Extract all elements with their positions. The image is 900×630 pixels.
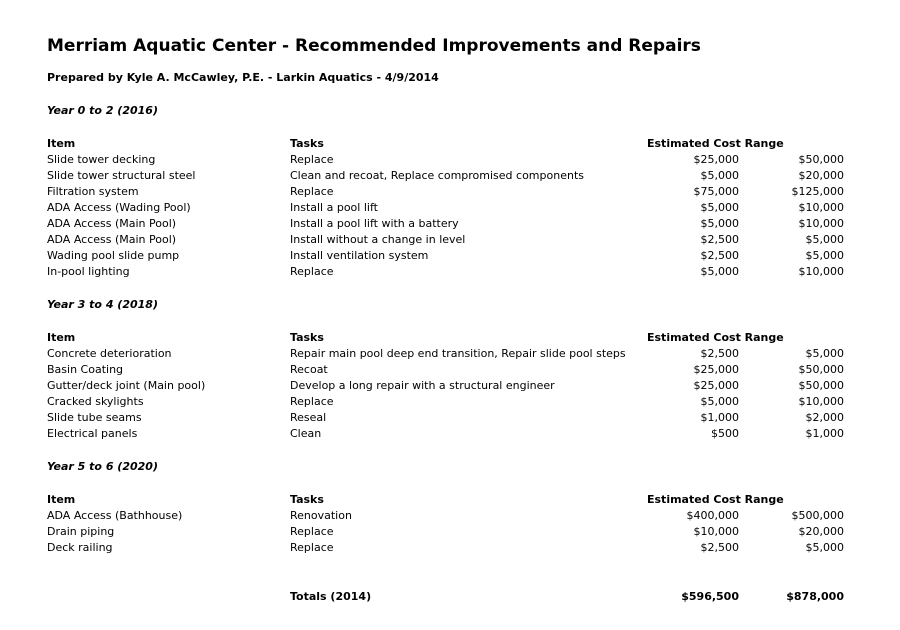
row-cost-high: $500,000 [791,509,844,522]
row-task: Install ventilation system [290,249,429,262]
row-item: Wading pool slide pump [47,249,180,262]
row-cost-high: $10,000 [798,265,844,278]
totals-cost-low: $596,500 [681,590,739,603]
row-task: Replace [290,525,334,538]
row-cost-high: $50,000 [798,379,844,392]
row-item: ADA Access (Main Pool) [47,233,177,246]
table-row [0,362,900,378]
table-row [0,394,900,410]
row-task: Replace [290,153,334,166]
section-heading: Year 0 to 2 (2016) [47,104,158,117]
table-row [0,378,900,394]
row-cost-low: $5,000 [700,169,739,182]
row-cost-high: $1,000 [805,427,844,440]
table-row [0,524,900,540]
row-cost-high: $5,000 [805,233,844,246]
row-cost-high: $20,000 [798,169,844,182]
row-cost-low: $500 [711,427,739,440]
column-header-cost: Estimated Cost Range [647,331,784,344]
section-heading: Year 5 to 6 (2020) [47,460,158,473]
row-task: Install a pool lift [290,201,378,214]
row-cost-low: $75,000 [693,185,739,198]
row-item: Electrical panels [47,427,138,440]
row-cost-high: $10,000 [798,395,844,408]
table-row [0,346,900,362]
row-item: Cracked skylights [47,395,144,408]
row-cost-low: $400,000 [686,509,739,522]
row-cost-high: $5,000 [805,347,844,360]
row-task: Renovation [290,509,352,522]
row-task: Clean [290,427,322,440]
table-header [0,330,900,346]
column-header-item: Item [47,137,76,150]
column-header-cost: Estimated Cost Range [647,493,784,506]
row-cost-high: $2,000 [805,411,844,424]
row-task: Install a pool lift with a battery [290,217,459,230]
table-row [0,540,900,556]
table-header [0,492,900,508]
row-item: Gutter/deck joint (Main pool) [47,379,206,392]
row-cost-low: $25,000 [693,153,739,166]
row-item: Filtration system [47,185,139,198]
row-task: Reseal [290,411,327,424]
row-cost-high: $50,000 [798,153,844,166]
row-task: Replace [290,395,334,408]
row-task: Install without a change in level [290,233,466,246]
row-task: Recoat [290,363,328,376]
totals-row [0,589,900,605]
column-header-tasks: Tasks [290,331,324,344]
totals-label: Totals (2014) [290,590,372,603]
row-cost-high: $5,000 [805,249,844,262]
row-item: Slide tube seams [47,411,142,424]
row-task: Develop a long repair with a structural engineer [290,379,555,392]
column-header-item: Item [47,493,76,506]
row-cost-high: $5,000 [805,541,844,554]
table-row [0,264,900,280]
row-task: Repair main pool deep end transition, Repair slide pool steps [290,347,626,360]
column-header-tasks: Tasks [290,493,324,506]
row-cost-low: $25,000 [693,363,739,376]
section-heading: Year 3 to 4 (2018) [47,298,158,311]
row-cost-low: $25,000 [693,379,739,392]
row-cost-low: $2,500 [700,347,739,360]
table-row [0,200,900,216]
table-row [0,152,900,168]
table-row [0,232,900,248]
row-item: ADA Access (Wading Pool) [47,201,191,214]
row-item: Deck railing [47,541,113,554]
row-cost-low: $5,000 [700,265,739,278]
prepared-by: Prepared by Kyle A. McCawley, P.E. - Larkin Aquatics - 4/9/2014 [47,71,439,84]
row-item: ADA Access (Main Pool) [47,217,177,230]
row-cost-high: $10,000 [798,217,844,230]
row-cost-low: $5,000 [700,217,739,230]
row-cost-low: $2,500 [700,541,739,554]
row-item: In-pool lighting [47,265,130,278]
table-row [0,410,900,426]
column-header-cost: Estimated Cost Range [647,137,784,150]
row-item: Drain piping [47,525,115,538]
row-cost-high: $50,000 [798,363,844,376]
row-task: Clean and recoat, Replace compromised components [290,169,584,182]
row-cost-low: $10,000 [693,525,739,538]
row-cost-high: $125,000 [791,185,844,198]
column-header-item: Item [47,331,76,344]
row-cost-low: $2,500 [700,249,739,262]
table-header [0,136,900,152]
table-row [0,184,900,200]
row-cost-low: $1,000 [700,411,739,424]
row-cost-low: $5,000 [700,201,739,214]
totals-cost-high: $878,000 [786,590,844,603]
row-item: Slide tower decking [47,153,156,166]
row-task: Replace [290,541,334,554]
table-row [0,216,900,232]
row-item: Basin Coating [47,363,124,376]
row-item: Slide tower structural steel [47,169,196,182]
row-item: Concrete deterioration [47,347,172,360]
row-cost-high: $10,000 [798,201,844,214]
row-item: ADA Access (Bathhouse) [47,509,183,522]
table-row [0,248,900,264]
row-cost-high: $20,000 [798,525,844,538]
row-cost-low: $2,500 [700,233,739,246]
page-title: Merriam Aquatic Center - Recommended Improvements and Repairs [47,36,701,56]
row-task: Replace [290,265,334,278]
table-row [0,168,900,184]
table-row [0,508,900,524]
column-header-tasks: Tasks [290,137,324,150]
table-row [0,426,900,442]
row-cost-low: $5,000 [700,395,739,408]
row-task: Replace [290,185,334,198]
